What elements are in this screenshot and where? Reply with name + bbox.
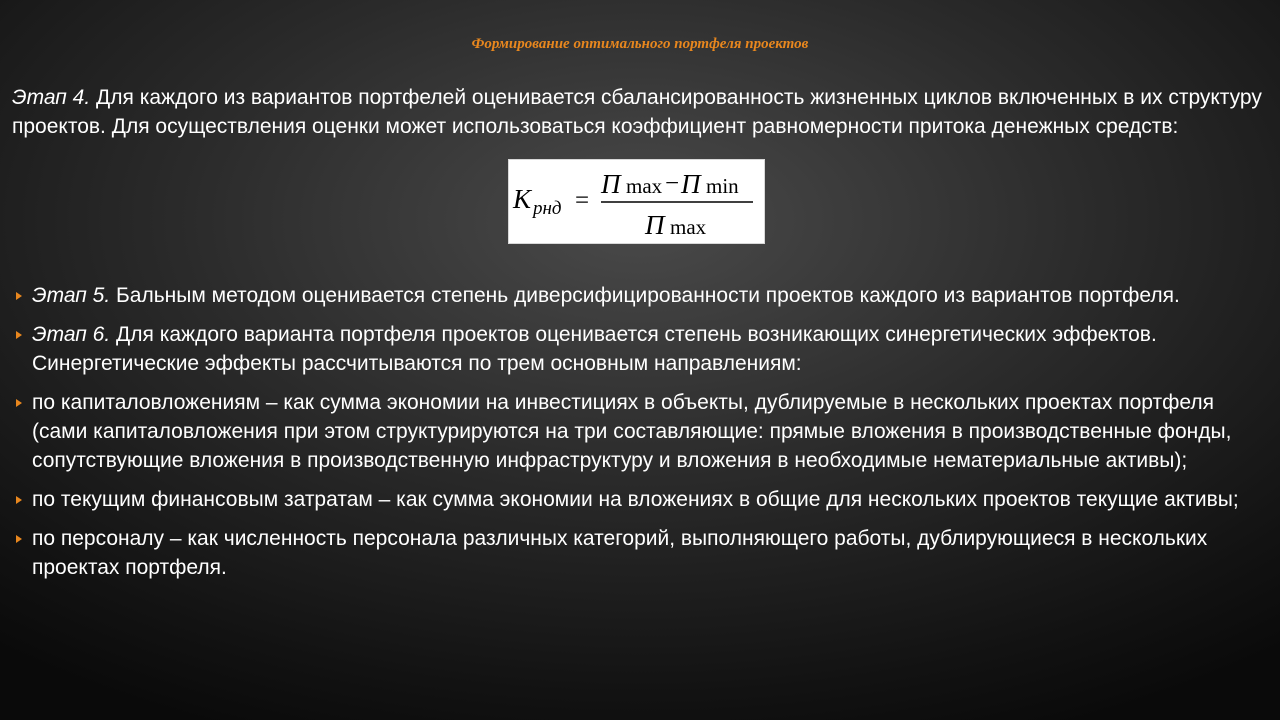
list-item: [0, 281, 1270, 310]
formula-equals: =: [575, 187, 590, 214]
bullet-text: Для каждого варианта портфеля проектов оценивается степень возникающих синергетических эффектов. Синергетические эффекты рассчитываются по трем основным направлениям:: [32, 323, 1157, 375]
formula-numerator-symbol-1: П: [601, 169, 621, 199]
stage-4-paragraph: [12, 84, 1262, 141]
stage-4-text: Для каждого из вариантов портфелей оценивается сбалансированность жизненных циклов включенных в их структуру проектов. Для осуществления оценки может использоваться коэффициент равномерности притока денежных средств:: [12, 86, 1262, 138]
list-item: [0, 485, 1270, 514]
formula-svg: [509, 160, 764, 243]
bullet-arrow-icon: [16, 496, 22, 504]
slide-title: Формирование оптимального портфеля проектов: [471, 36, 809, 52]
bullet-text: по персоналу – как численность персонала различных категорий, выполняющего работы, дублирующиеся в нескольких проектах портфеля.: [32, 527, 1208, 579]
formula-lhs-subscript: рнд: [533, 198, 562, 219]
formula-minus: −: [665, 170, 680, 197]
formula-denominator-sub: max: [670, 215, 707, 239]
bullet-stage-label: Этап 6.: [32, 323, 111, 346]
bullet-text: Бальным методом оценивается степень диверсифицированности проектов каждого из вариантов портфеля.: [110, 284, 1180, 307]
formula-numerator-sub-1: max: [626, 174, 663, 198]
formula-numerator-symbol-2: П: [681, 169, 701, 199]
bullet-arrow-icon: [16, 331, 22, 339]
list-item: [0, 524, 1270, 582]
formula-lhs-symbol: K: [513, 184, 532, 214]
bullet-text: по капиталовложениям – как сумма экономии на инвестициях в объекты, дублируемые в нескольких проектах портфеля (сами капиталовложения при этом структурируются на три составляющие: прямые вложения в производственные фонды, сопутствующие вложения в производственную инфраструктуру и вложения в необходимые нематериальные активы);: [32, 391, 1232, 472]
list-item: [0, 388, 1270, 475]
formula-image: [509, 160, 764, 243]
formula-numerator-sub-2: min: [706, 174, 739, 198]
bullet-arrow-icon: [16, 399, 22, 407]
bullet-stage-label: Этап 5.: [32, 284, 111, 307]
bullet-arrow-icon: [16, 535, 22, 543]
formula-denominator-symbol: П: [645, 210, 665, 240]
list-item: [0, 320, 1270, 378]
stage-4-label: Этап 4.: [12, 86, 91, 109]
bullet-text: по текущим финансовым затратам – как сумма экономии на вложениях в общие для нескольких проектов текущие активы;: [32, 488, 1239, 511]
bullet-list: [0, 281, 1270, 592]
bullet-arrow-icon: [16, 292, 22, 300]
